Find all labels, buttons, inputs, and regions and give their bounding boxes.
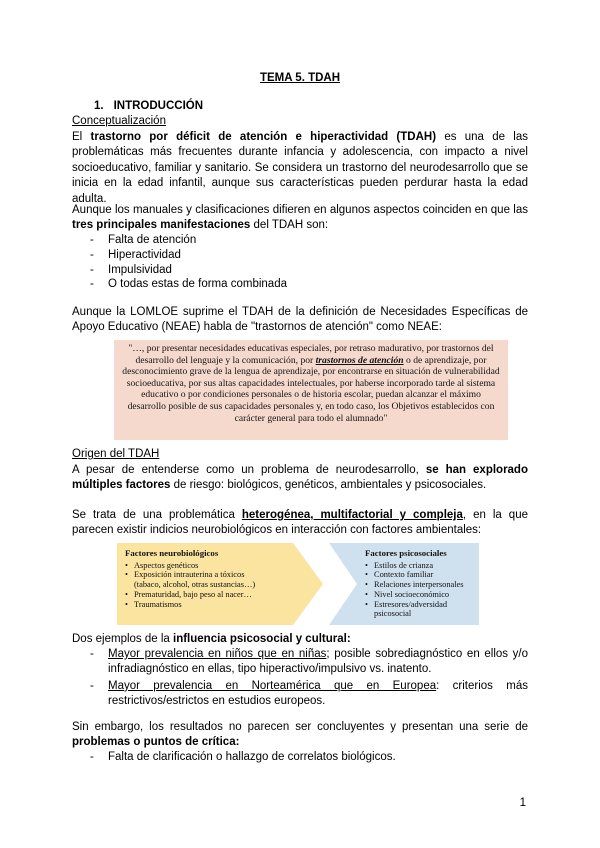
lomloe-quote-box: [114, 340, 508, 440]
list-item: • Aspectos genéticos: [125, 561, 301, 571]
critique-list: [90, 750, 528, 766]
list-item: - O todas estas de forma combinada: [90, 277, 287, 292]
paragraph-lomloe: Aunque la LOMLOE suprime el TDAH de la definición de Necesidades Específicas de Apoyo Educativo (NEAE) habla de "trastornos de atención" como NEAE:: [72, 306, 528, 334]
paragraph-risk-factors: [72, 463, 528, 494]
neurobiological-list: [125, 561, 301, 610]
bold-term: influencia psicosocial y cultural:: [173, 633, 351, 645]
underlined-text: Mayor prevalencia en niños que en niñas: [108, 648, 327, 660]
paragraph-psychosocial-influence: [72, 632, 528, 647]
subheading-origen: Origen del TDAH: [72, 448, 160, 460]
list-item: [90, 647, 528, 678]
manifestations-list: [90, 233, 287, 292]
list-item: • Estilos de crianza: [365, 561, 479, 571]
neurobiological-factors: [125, 549, 301, 609]
document-title: TEMA 5. TDAH: [259, 72, 341, 84]
list-item: - Impulsividad: [90, 263, 287, 278]
list-item: - Falta de atención: [90, 233, 287, 248]
section-number: 1.: [94, 100, 104, 112]
list-item: - Hiperactividad: [90, 248, 287, 263]
page-number: 1: [519, 797, 526, 809]
text-span: del TDAH son:: [250, 219, 329, 232]
text-span: Dos ejemplos de la: [72, 633, 173, 645]
quote-emphasis: trastornos de atención: [315, 354, 404, 366]
text-span: Aunque los manuales y clasificaciones difieren en algunos aspectos coinciden en que las: [72, 204, 528, 216]
influence-examples-list: [90, 647, 528, 711]
text-span: : criterios más restrictivos/estrictos en estudios europeos.: [108, 679, 528, 708]
psychosocial-factors: [365, 549, 479, 619]
text-span: es una de las problemáticas más frecuentes durante infancia y adolescencia, con impacto a nivel socioeducativo, familiar y sanitario. Se considera un trastorno del neurodesarrollo que se inicia en la edad infantil, aunque sus características pueden perdurar hasta la edad adulta.: [72, 131, 529, 205]
quote-text: "…, por presentar necesidades educativas especiales, por retraso madurativo, por trastornos del desarrollo del lenguaje y la comunicación, por: [128, 343, 494, 366]
list-item: • Estresores/adversidad psicosocial: [365, 600, 479, 619]
list-item: • Exposición intrauterina a tóxicos: [125, 570, 301, 580]
psychosocial-list: [365, 561, 479, 619]
underlined-text: Mayor prevalencia en Norteamérica que en Europea: [108, 679, 437, 692]
quote-text: o de aprendizaje, por desconocimiento grave de la lengua de aprendizaje, por encontrarse en situación de vulnerabilidad socioeducativa, por sus altas capacidades intelectuales, por haberse incorporado tarde al sistema educativo o por condiciones personales o de historia escolar, puedan alcanzar el máximo desarrollo posible de sus capacidades personales y, en todo caso, los Objetivos establecidos con carácter general para todo el alumnado": [122, 354, 500, 424]
paragraph-multifactorial: [72, 508, 528, 539]
psychosocial-title: Factores psicosociales: [365, 548, 447, 558]
bold-term: problemas o puntos de crítica:: [72, 736, 240, 749]
text-span: El: [72, 131, 91, 143]
text-span: de riesgo: biológicos, genéticos, ambientales y psicosociales.: [170, 479, 487, 492]
factors-diagram: [117, 543, 479, 625]
text-span: Sin embargo, los resultados no parecen ser concluyentes y presentan una serie de: [72, 721, 528, 733]
text-span: ; posible sobrediagnóstico en ellos y/o infradiagnóstico en ellas, tipo hiperactivo/impulsivo vs. inatento.: [108, 648, 529, 676]
list-item: • Prematuridad, bajo peso al nacer…: [125, 590, 301, 600]
list-item: • Contexto familiar: [365, 570, 479, 580]
section-heading: [94, 100, 203, 112]
section-label: INTRODUCCIÓN: [113, 100, 204, 112]
list-item: • Traumatismos: [125, 600, 301, 610]
text-span: , en la que parecen existir indicios neurobiológicos en interacción con factores ambientales:: [72, 509, 528, 537]
paragraph-tdah-definition: [72, 130, 528, 207]
bold-term: tres principales manifestaciones: [72, 219, 251, 232]
list-item: • Relaciones interpersonales: [365, 580, 479, 590]
paragraph-critique: [72, 720, 528, 751]
list-item: - Falta de clarificación o hallazgo de correlatos biológicos.: [90, 750, 528, 765]
list-item: • Nivel socioeconómico: [365, 590, 479, 600]
neurobiological-title: Factores neurobiológicos: [125, 548, 219, 558]
list-item: [90, 679, 528, 710]
subheading-conceptualizacion: Conceptualización: [72, 115, 166, 127]
list-item: (tabaco, alcohol, otras sustancias…): [134, 580, 256, 590]
bold-term: se han explorado múltiples factores: [72, 464, 528, 492]
bold-term: heterogénea, multifactorial y compleja: [241, 509, 463, 521]
bold-term: trastorno por déficit de atención e hiperactividad (TDAH): [90, 131, 437, 143]
paragraph-manifestations-intro: [72, 203, 528, 234]
text-span: A pesar de entenderse como un problema de neurodesarrollo,: [72, 464, 426, 476]
text-span: Se trata de una problemática: [72, 509, 242, 521]
